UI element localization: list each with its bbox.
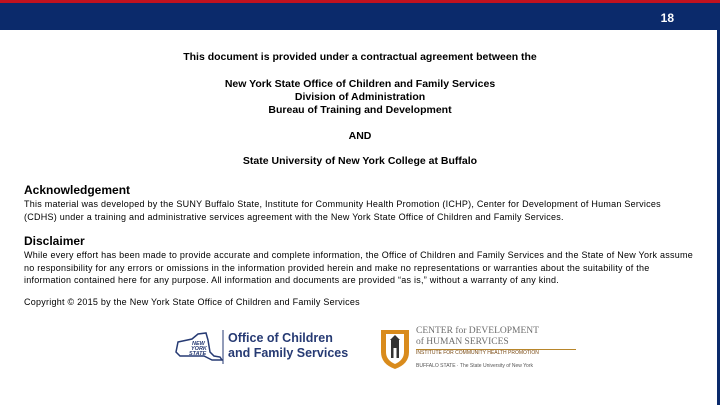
org-suny-buffalo: State University of New York College at Buffalo xyxy=(242,155,478,167)
cdhs-line4: BUFFALO STATE · The State University of New York xyxy=(416,363,533,369)
cdhs-line1: CENTER for DEVELOPMENT xyxy=(416,326,539,336)
ocfs-state-label-3: STATE xyxy=(189,351,207,357)
ocfs-state-label-2: YORK xyxy=(191,346,207,352)
acknowledgement-text: This material was developed by the SUNY Buffalo State, Institute for Community Health Promotion (ICHP), Center for Development of Human Services (CDHS) under a training and administrative services agreement with the New York State Office of Children and Family Services. xyxy=(24,199,661,222)
org-bureau: Bureau of Training and Development xyxy=(268,104,452,116)
ocfs-logo xyxy=(170,330,349,364)
intro-line: This document is provided under a contractual agreement between the xyxy=(183,51,537,63)
cdhs-line3: INSTITUTE FOR COMMUNITY HEALTH PROMOTION xyxy=(416,349,576,357)
acknowledgement-title: Acknowledgement xyxy=(24,183,131,197)
header-bar xyxy=(0,0,720,30)
ocfs-logo-text xyxy=(228,331,348,361)
and-label: AND xyxy=(348,130,372,142)
org-ocfs: New York State Office of Children and Family Services xyxy=(224,78,496,90)
disclaimer-title: Disclaimer xyxy=(24,234,85,248)
org-division: Division of Administration xyxy=(294,91,426,103)
disclaimer-text: While every effort has been made to provide accurate and complete information, the Office of Children and Family Services and the State of New York assume no responsibility for any errors or omissions in the information provided herein and make no representations or warranties about the suitability of the information contained here for any purpose. All information and documents are provided “as is,” without a warranty of any kind. xyxy=(24,250,694,285)
copyright-text: Copyright © 2015 by the New York State Office of Children and Family Services xyxy=(24,297,360,307)
ny-state-map-icon xyxy=(170,330,226,364)
header-accent-line xyxy=(0,0,720,3)
cdhs-line2: of HUMAN SERVICES xyxy=(416,337,509,347)
ocfs-name-line2: and Family Services xyxy=(228,346,349,360)
cdhs-logo-text xyxy=(416,326,576,370)
ocfs-name-line1: Office of Children xyxy=(228,331,333,345)
page-number: 18 xyxy=(660,11,674,25)
ocfs-state-label-1: NEW xyxy=(192,341,205,347)
cdhs-logo xyxy=(378,326,578,370)
cdhs-shield-icon xyxy=(378,326,412,370)
